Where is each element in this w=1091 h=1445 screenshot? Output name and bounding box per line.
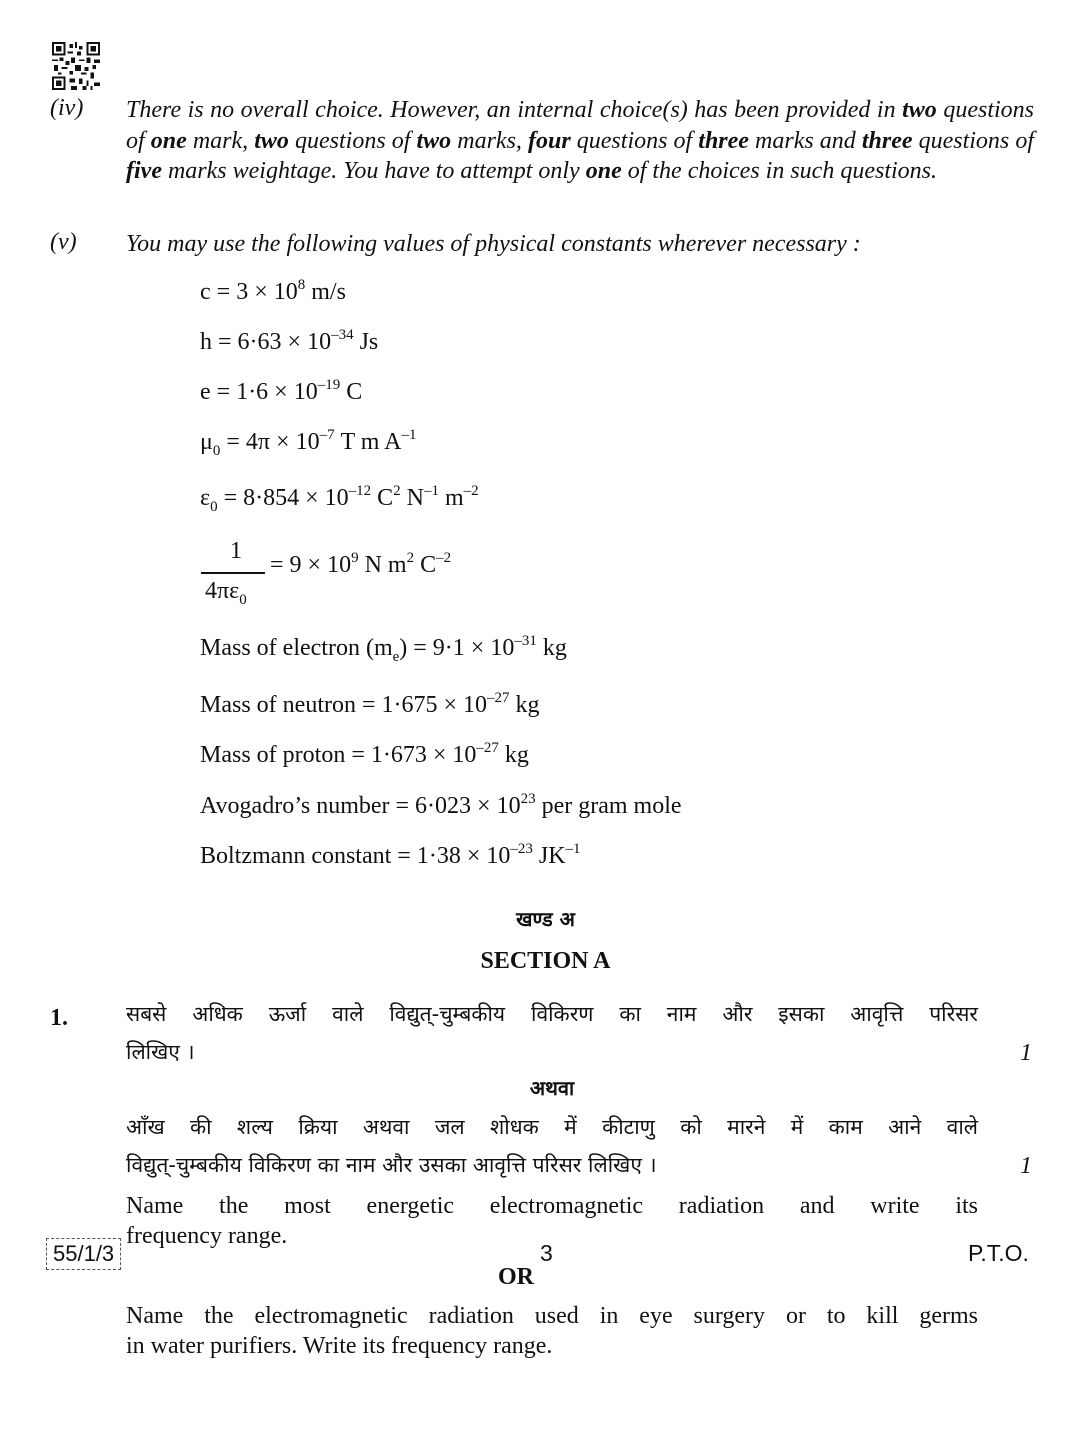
constant-electron-charge: $e = 1\cdot 6 \times 10^{-19}$ C [200,377,363,405]
constant-proton-mass: Mass of proton = $1\cdot 673 \times 10^{-27}$ kg [200,740,529,768]
question-hindi-line-1: सबसे अधिक ऊर्जा वाले विद्युत्-चुम्बकीय विकिरण का नाम और इसका आवृत्ति परिसर [126,1002,978,1026]
alternate-english [126,1301,978,1361]
instruction-number-iv: (iv) [50,95,84,121]
qr-code [52,42,100,90]
emphasis-text: two [254,127,289,154]
instruction-text-segment: marks, [451,127,529,154]
question-english-line-2: frequency range. [126,1223,288,1249]
question-hindi-line-2: लिखिए । [126,1040,195,1064]
constant-electron-mass: Mass of electron $(m_e) = 9\cdot 1 \times 10^{-31}$ kg [200,633,567,665]
pto-label: P.T.O. [968,1240,1029,1266]
section-heading-english: SECTION A [480,948,611,974]
instruction-text-segment: marks weightage. You have to attempt only [161,158,586,184]
emphasis-text: two [416,127,452,154]
constant-mu0: $\mu_0 = 4\pi \times 10^{-7}$ T m $A^{-1}$ [200,427,417,459]
or-english: OR [498,1264,534,1290]
constant-coulomb-fraction [201,538,271,614]
question-number: 1. [50,1005,68,1031]
emphasis-text: three [861,127,913,154]
emphasis-text: four [528,127,571,154]
fraction-bar [201,572,265,574]
instruction-text-segment: marks and [748,127,862,154]
constant-epsilon0: $\varepsilon_0 = 8\cdot 854 \times 10^{-12}$ $C^2$ $N^{-1}$ $m^{-2}$ [200,483,479,515]
instruction-number-v: (v) [50,229,77,255]
constant-boltzmann: Boltzmann constant = $1\cdot 38 \times 10^{-23}$ $JK^{-1}$ [200,841,581,869]
page-number: 3 [540,1240,553,1266]
constant-planck: $h = 6\cdot 63 \times 10^{-34}$ Js [200,327,379,355]
emphasis-text: three [698,127,749,154]
alternate-english-line-2: in water purifiers. Write its frequency range. [126,1333,553,1359]
paper-code: 55/1/3 [46,1238,121,1270]
constant-coulomb-value: = $9 \times 10^9$ N $m^2$ $C^{-2}$ [270,550,452,578]
question-english-line-1: Name the most energetic electromagnetic radiation and write its [126,1193,978,1219]
instruction-text-segment: questions of [570,127,699,154]
marks-alternate-question: 1 [1020,1153,1032,1179]
fraction-denominator: $4\pi\varepsilon_0$ [205,578,247,608]
or-hindi: अथवा [529,1076,575,1100]
constant-avogadro: Avogadro’s number = $6\cdot 023 \times 10^{23}$ per gram mole [200,791,682,819]
fraction-numerator: 1 [230,538,242,564]
instruction-iv-text [126,95,1034,187]
emphasis-text: five [126,158,162,184]
instruction-v-text: You may use the following values of physical constants wherever necessary : [126,231,861,257]
instruction-text-segment: questions of [126,97,1034,154]
emphasis-text: one [585,158,622,184]
emphasis-text: one [150,127,187,154]
instruction-text-segment: questions of [288,127,417,154]
instruction-text-segment: of the choices in such questions. [621,158,937,184]
instruction-text-segment: questions of [912,127,1035,154]
instruction-text-segment: mark, [186,127,255,154]
alternate-hindi-line-1: आँख की शल्य क्रिया अथवा जल शोधक में कीटाणु को मारने में काम आने वाले [126,1115,978,1139]
constant-speed-of-light: $c = 3 \times 10^8$ m/s [200,277,346,305]
instruction-text-segment: There is no overall choice. However, an internal choice(s) has been provided in [126,97,903,123]
emphasis-text: two [902,97,937,123]
alternate-english-line-1: Name the electromagnetic radiation used in eye surgery or to kill germs [126,1303,978,1329]
constant-neutron-mass: Mass of neutron = $1\cdot 675 \times 10^{-27}$ kg [200,690,540,718]
marks-hindi-question: 1 [1020,1040,1032,1066]
alternate-hindi-line-2: विद्युत्-चुम्बकीय विकिरण का नाम और उसका आवृत्ति परिसर लिखिए । [126,1153,657,1177]
section-heading-hindi: खण्ड अ [516,907,575,931]
